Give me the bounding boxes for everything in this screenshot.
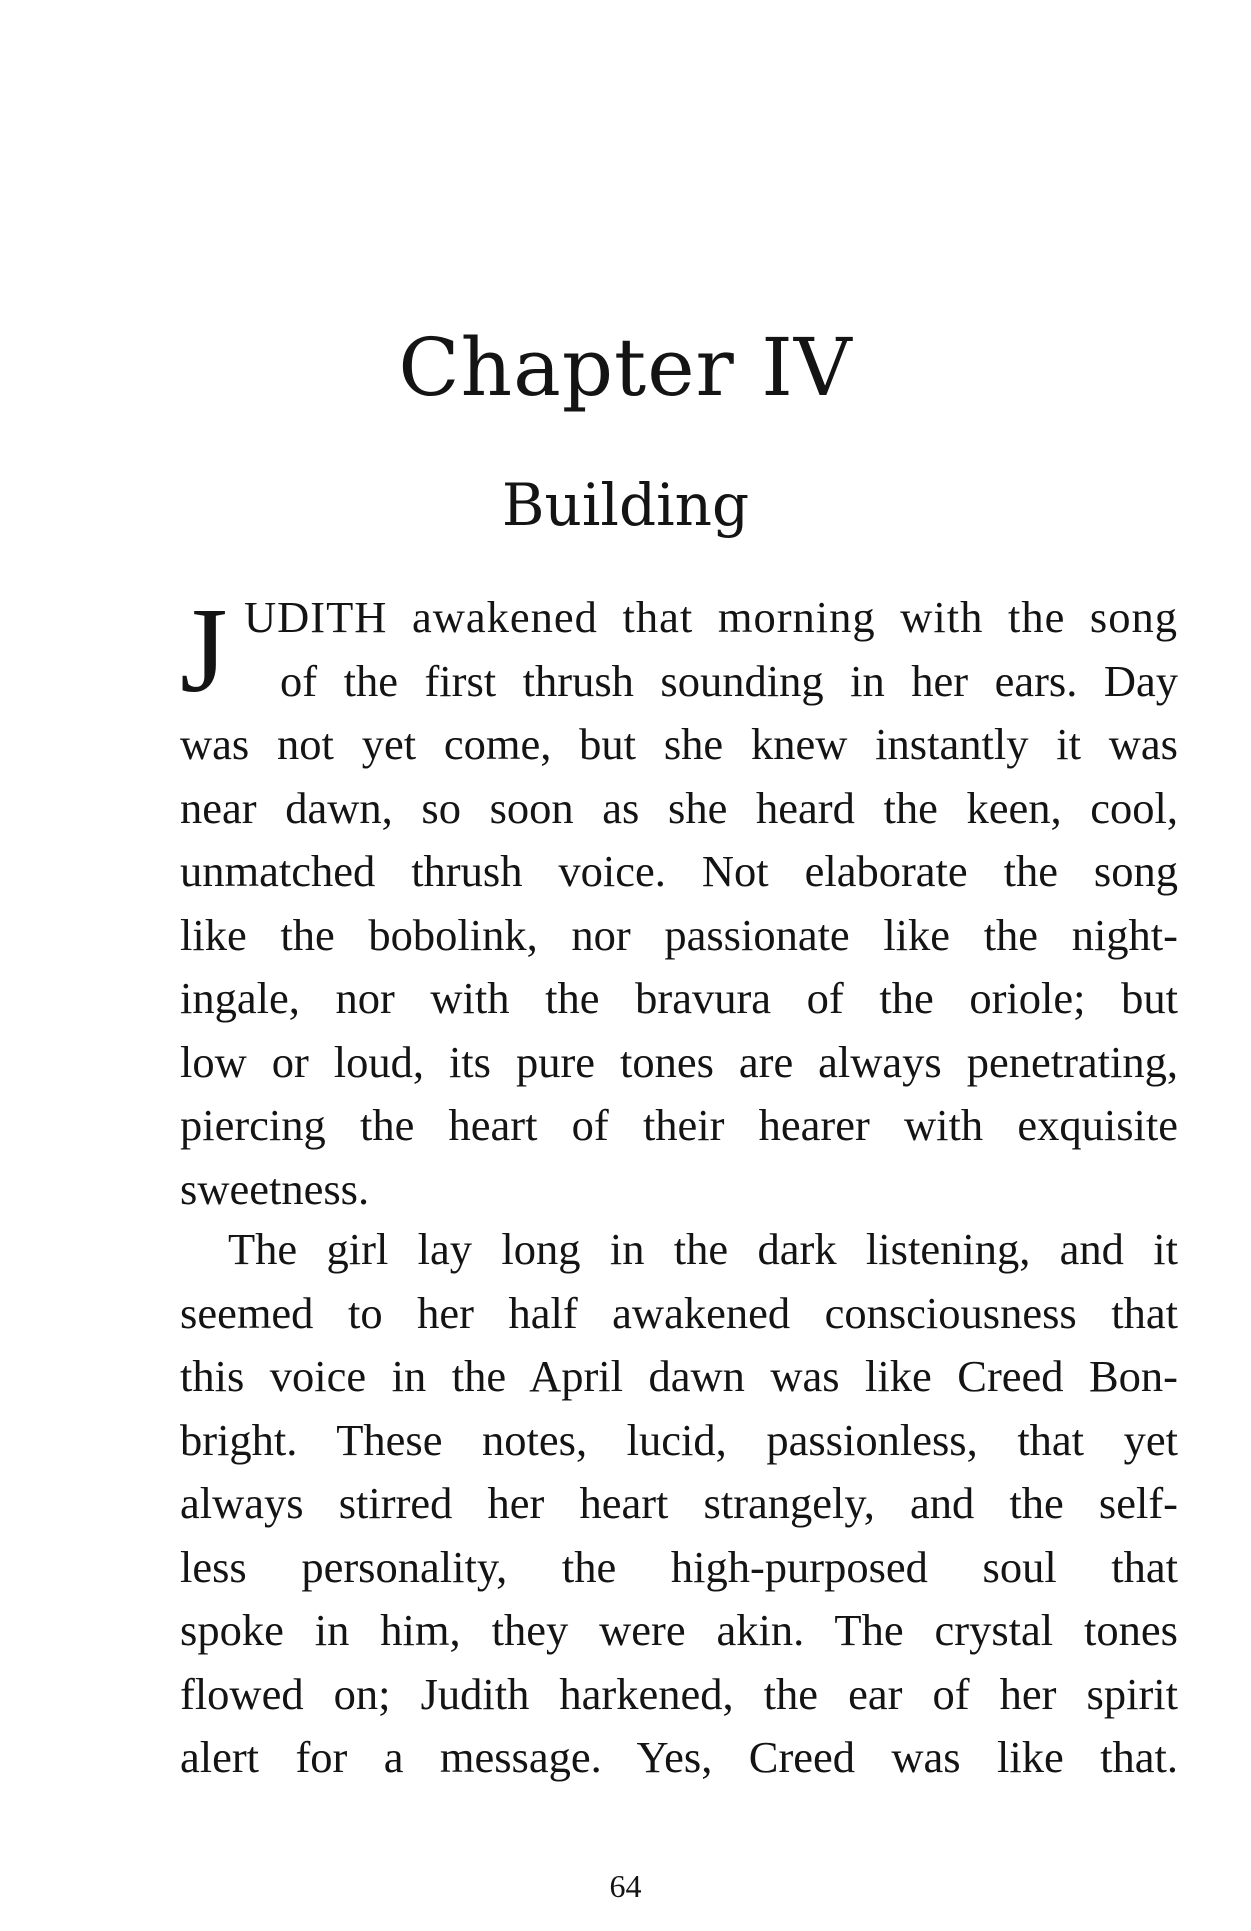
text-line: near dawn, so soon as she heard the keen, cool, xyxy=(180,782,1178,833)
page-number: 64 xyxy=(609,1868,642,1904)
chapter-title: Chapter IV xyxy=(398,321,853,414)
text-line: ingale, nor with the bravura of the oriole; but xyxy=(180,973,1178,1023)
text-line: spoke in him, they were akin. The crystal tones xyxy=(180,1605,1178,1655)
text-line: piercing the heart of their hearer with exquisite xyxy=(180,1100,1178,1150)
dropcap-lines xyxy=(244,586,1178,713)
text-line: always stirred her heart strangely, and the self- xyxy=(180,1478,1178,1528)
chapter-subtitle: Building xyxy=(501,471,750,539)
text-line: alert for a message. Yes, Creed was like that. xyxy=(180,1732,1178,1782)
text-line: less personality, the high-purposed soul that xyxy=(180,1541,1178,1592)
text-line: this voice in the April dawn was like Creed Bon- xyxy=(180,1351,1178,1401)
paragraph-2 xyxy=(180,1218,1178,1790)
text-line: of the first thrush sounding in her ears. Day xyxy=(280,655,1178,706)
text-line: UDITH awakened that morning with the song xyxy=(244,592,1178,642)
dropcap-block xyxy=(180,583,1178,718)
paragraph-1 xyxy=(180,583,1178,1221)
text-line: was not yet come, but she knew instantly it was xyxy=(180,719,1178,769)
text-line: bright. These notes, lucid, passionless, that yet xyxy=(180,1414,1178,1465)
text-line: like the bobolink, nor passionate like the night- xyxy=(180,909,1178,960)
text-line: sweetness. xyxy=(180,1163,370,1214)
text-line: low or loud, its pure tones are always penetrating, xyxy=(180,1036,1178,1087)
text-line: The girl lay long in the dark listening, and it xyxy=(228,1224,1178,1274)
text-line: seemed to her half awakened consciousness that xyxy=(180,1287,1178,1338)
text-line: unmatched thrush voice. Not elaborate the song xyxy=(180,846,1178,896)
drop-cap: J xyxy=(180,583,228,718)
text-line: flowed on; Judith harkened, the ear of her spirit xyxy=(180,1668,1178,1719)
